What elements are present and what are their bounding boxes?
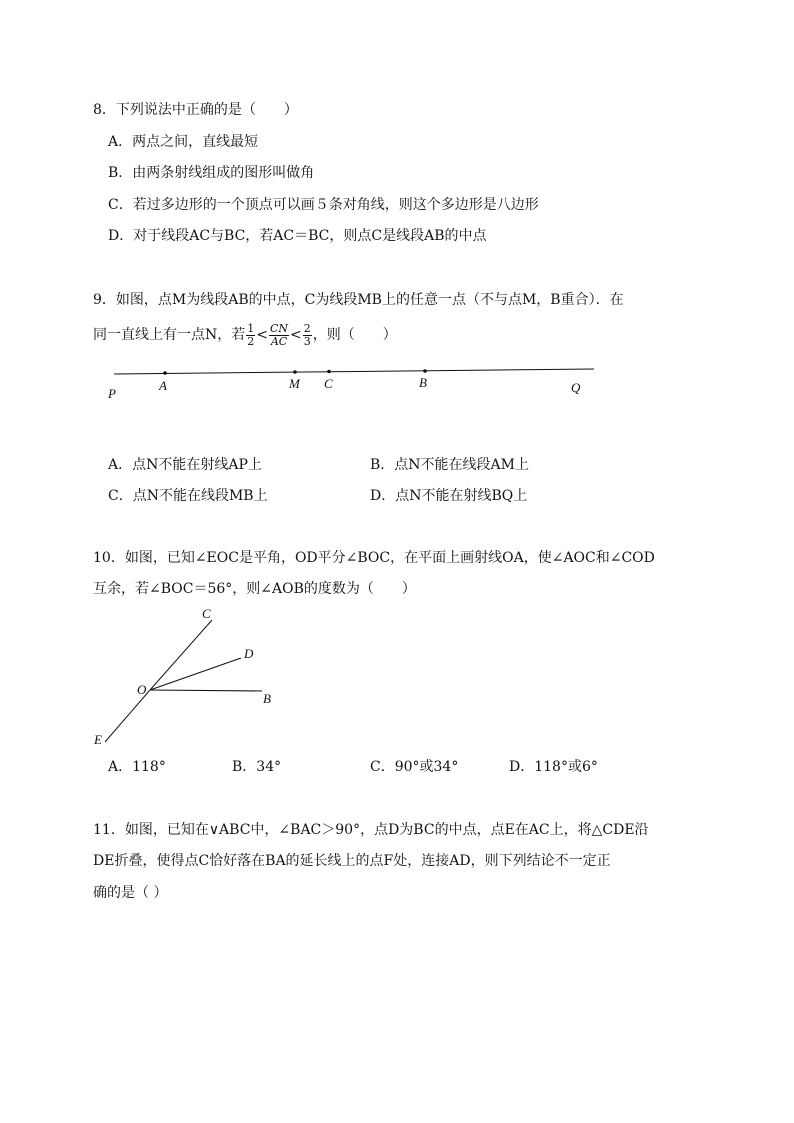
q10-option-c: C．90°或34° [370, 759, 459, 775]
point-b [423, 369, 427, 373]
label-o: O [137, 682, 147, 697]
q9-stem-suffix: ，则（ ） [312, 327, 397, 343]
less-than-1: < [256, 327, 268, 343]
q9-option-a: A．点N不能在射线AP上 [108, 457, 262, 473]
label-q: Q [571, 380, 581, 395]
q9-stem-line2 [93, 318, 397, 352]
fraction-two-thirds: $\frac{2}{3}$ [303, 321, 311, 348]
less-than-2: < [290, 327, 302, 343]
fraction-cn-ac: $\frac{CN}{AC}$ [269, 321, 289, 348]
q9-line-figure [0, 355, 794, 415]
label-e: E [94, 732, 102, 747]
q10-option-a: A．118° [108, 759, 166, 775]
q8-stem: 8．下列说法中正确的是（ ） [93, 102, 298, 118]
point-a [163, 371, 167, 375]
q9-option-d: D．点N不能在射线BQ上 [370, 488, 528, 504]
q9-stem-line1: 9．如图，点M为线段AB的中点，C为线段MB上的任意一点（不与点M，B重合）．在 [93, 292, 624, 308]
label-m: M [289, 376, 300, 391]
fraction-half: $\frac{1}{2}$ [247, 321, 255, 348]
q10-option-b: B．34° [232, 759, 282, 775]
q10-angle-figure [0, 600, 794, 750]
q11-stem-line3: 确的是（ ） [93, 885, 168, 901]
label-b: B [419, 375, 427, 390]
label-p: P [108, 386, 116, 401]
q9-option-b: B．点N不能在线段AM上 [370, 457, 529, 473]
q11-stem-line2: DE折叠，使得点C恰好落在BA的延长线上的点F处，连接AD，则下列结论不一定正 [93, 853, 611, 869]
point-c [327, 370, 331, 374]
point-m [293, 370, 297, 374]
q10-option-d: D．118°或6° [509, 759, 598, 775]
q10-stem-line1: 10．如图，已知∠EOC是平角，OD平分∠BOC，在平面上画射线OA，使∠AOC和∠COD [93, 550, 655, 566]
q9-option-c: C．点N不能在线段MB上 [108, 488, 268, 504]
q8-option-a: A．两点之间，直线最短 [108, 134, 259, 150]
q9-stem-prefix: 同一直线上有一点N，若 [93, 327, 246, 343]
label-c: C [202, 606, 211, 621]
q8-option-b: B．由两条射线组成的图形叫做角 [108, 165, 315, 181]
label-c: C [324, 376, 333, 391]
q11-stem-line1: 11．如图，已知在∨ABC中，∠BAC＞90°，点D为BC的中点，点E在AC上，将△CDE沿 [93, 822, 649, 838]
label-d: D [244, 646, 254, 661]
q8-option-d: D．对于线段AC与BC，若AC＝BC，则点C是线段AB的中点 [108, 228, 487, 244]
q8-option-c: C．若过多边形的一个顶点可以画５条对角线，则这个多边形是八边形 [108, 197, 539, 213]
line-pq [114, 369, 594, 374]
ray-ob [150, 690, 262, 691]
ray-oe [105, 690, 150, 742]
q10-stem-line2: 互余，若∠BOC＝56°，则∠AOB的度数为（ ） [93, 581, 416, 597]
label-b: B [263, 691, 271, 706]
label-a: A [159, 378, 167, 393]
